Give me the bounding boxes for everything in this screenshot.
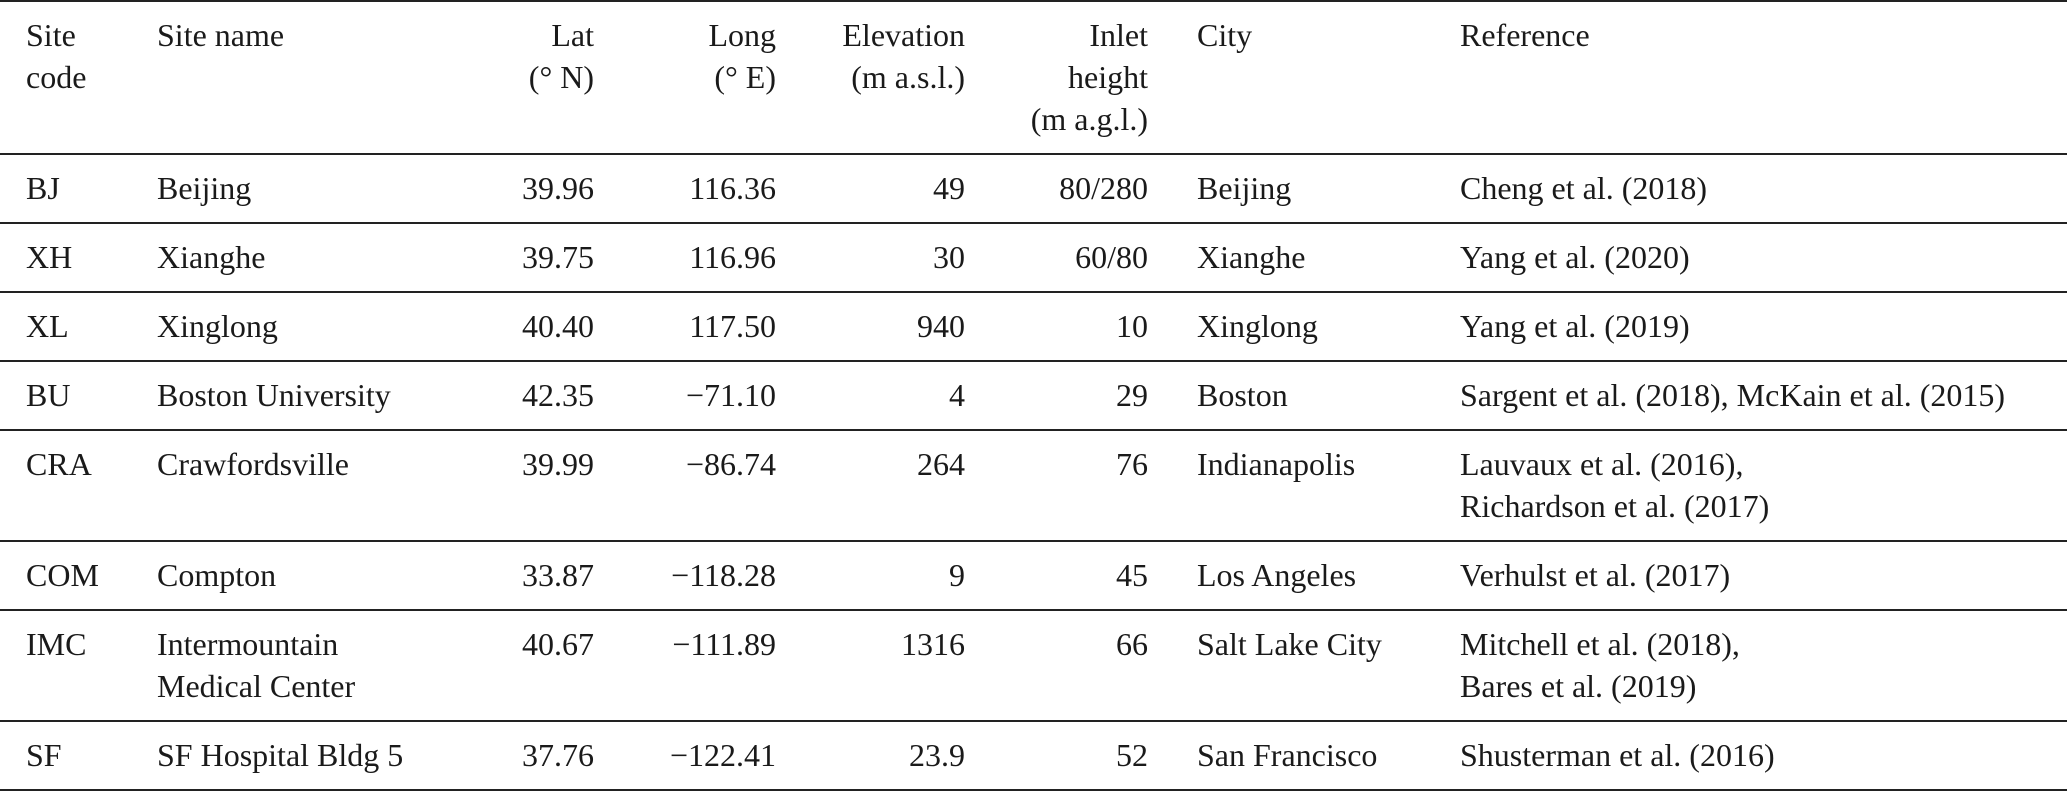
header-lat-line-2: (° N): [528, 59, 594, 95]
cell-city: San Francisco: [1197, 737, 1378, 773]
cell-site-code: CRA: [26, 446, 92, 482]
reference-line: Verhulst et al. (2017): [1460, 557, 1731, 593]
header-site-code-line-2: code: [26, 59, 87, 95]
header-elevation-line-1: Elevation: [842, 17, 965, 53]
cell-elevation: 9: [949, 557, 965, 593]
cell-long: −122.41: [669, 737, 776, 773]
header-lat: [420, 1, 600, 154]
header-long-line-1: Long: [708, 17, 776, 53]
site-name-line: Boston University: [157, 377, 391, 413]
header-long-line-2: (° E): [714, 59, 776, 95]
cell-inlet-height: 52: [1116, 737, 1148, 773]
header-site-name-line-1: Site name: [157, 17, 285, 53]
cell-reference: [1460, 610, 2067, 721]
table-row: [0, 430, 2067, 541]
cell-reference: [1460, 292, 2067, 361]
header-reference: [1460, 1, 2067, 154]
table-row: [0, 610, 2067, 721]
cell-long: −86.74: [685, 446, 776, 482]
reference-line: Lauvaux et al. (2016),: [1460, 446, 1744, 482]
cell-city: Los Angeles: [1197, 557, 1357, 593]
header-row: [0, 1, 2067, 154]
cell-site-name: [157, 154, 420, 223]
site-name-line: Xinglong: [157, 308, 278, 344]
cell-site-code: SF: [26, 737, 62, 773]
cell-city: Beijing: [1197, 170, 1292, 206]
cell-reference: [1460, 541, 2067, 610]
cell-elevation: 30: [933, 239, 965, 275]
cell-site-name: [157, 223, 420, 292]
cell-city: Xianghe: [1197, 239, 1306, 275]
header-inlet-height: [971, 1, 1156, 154]
table-row: [0, 154, 2067, 223]
cell-reference: [1460, 430, 2067, 541]
cell-reference: [1460, 721, 2067, 790]
cell-long: 116.36: [689, 170, 776, 206]
cell-site-name: [157, 292, 420, 361]
table-row: [0, 721, 2067, 790]
reference-line: Shusterman et al. (2016): [1460, 737, 1775, 773]
table-row: [0, 361, 2067, 430]
cell-inlet-height: 10: [1116, 308, 1148, 344]
cell-reference: [1460, 154, 2067, 223]
cell-city: Indianapolis: [1197, 446, 1356, 482]
cell-inlet-height: 76: [1116, 446, 1148, 482]
cell-reference: [1460, 361, 2067, 430]
cell-site-name: [157, 361, 420, 430]
header-city: [1156, 1, 1460, 154]
cell-site-name: [157, 610, 420, 721]
site-name-line: SF Hospital Bldg 5: [157, 737, 404, 773]
site-name-line: Medical Center: [157, 668, 356, 704]
cell-long: 117.50: [689, 308, 776, 344]
site-name-line: Intermountain: [157, 626, 339, 662]
cell-lat: 39.96: [522, 170, 594, 206]
cell-elevation: 23.9: [909, 737, 965, 773]
header-elevation: [783, 1, 971, 154]
table-body: [0, 154, 2067, 790]
header-inlet-line-2: height: [1068, 59, 1148, 95]
cell-reference: [1460, 223, 2067, 292]
cell-city: Xinglong: [1197, 308, 1318, 344]
cell-elevation: 264: [917, 446, 965, 482]
cell-elevation: 1316: [901, 626, 965, 662]
header-lat-line-1: Lat: [551, 17, 594, 53]
header-inlet-line-1: Inlet: [1089, 17, 1148, 53]
cell-long: 116.96: [689, 239, 776, 275]
cell-lat: 40.67: [522, 626, 594, 662]
cell-inlet-height: 29: [1116, 377, 1148, 413]
cell-site-name: [157, 541, 420, 610]
cell-lat: 39.75: [522, 239, 594, 275]
cell-site-code: BJ: [26, 170, 60, 206]
cell-lat: 42.35: [522, 377, 594, 413]
header-city-line-1: City: [1197, 17, 1253, 53]
cell-inlet-height: 80/280: [1059, 170, 1148, 206]
cell-elevation: 4: [949, 377, 965, 413]
reference-line: Bares et al. (2019): [1460, 668, 1697, 704]
header-elevation-line-2: (m a.s.l.): [851, 59, 965, 95]
cell-elevation: 49: [933, 170, 965, 206]
reference-line: Yang et al. (2020): [1460, 239, 1690, 275]
table-row: [0, 292, 2067, 361]
cell-site-code: XH: [26, 239, 73, 275]
cell-elevation: 940: [917, 308, 965, 344]
header-long: [600, 1, 783, 154]
site-name-line: Beijing: [157, 170, 252, 206]
header-site-code-line-1: Site: [26, 17, 76, 53]
cell-lat: 40.40: [522, 308, 594, 344]
cell-lat: 39.99: [522, 446, 594, 482]
site-name-line: Xianghe: [157, 239, 266, 275]
cell-site-name: [157, 721, 420, 790]
cell-long: −111.89: [672, 626, 776, 662]
reference-line: Richardson et al. (2017): [1460, 488, 1770, 524]
cell-lat: 37.76: [522, 737, 594, 773]
cell-site-code: COM: [26, 557, 99, 593]
header-reference-line-1: Reference: [1460, 17, 1590, 53]
header-site-name: [157, 1, 420, 154]
reference-line: Cheng et al. (2018): [1460, 170, 1708, 206]
cell-inlet-height: 66: [1116, 626, 1148, 662]
cell-inlet-height: 60/80: [1075, 239, 1148, 275]
header-site-code: [0, 1, 157, 154]
reference-line: Sargent et al. (2018), McKain et al. (2015): [1460, 377, 2006, 413]
cell-long: −71.10: [685, 377, 776, 413]
site-name-line: Compton: [157, 557, 277, 593]
cell-lat: 33.87: [522, 557, 594, 593]
reference-line: Yang et al. (2019): [1460, 308, 1690, 344]
reference-line: Mitchell et al. (2018),: [1460, 626, 1740, 662]
cell-site-code: IMC: [26, 626, 87, 662]
cell-site-code: XL: [26, 308, 69, 344]
cell-city: Salt Lake City: [1197, 626, 1382, 662]
cell-long: −118.28: [671, 557, 776, 593]
table-row: [0, 541, 2067, 610]
table-row: [0, 223, 2067, 292]
cell-site-code: BU: [26, 377, 71, 413]
cell-site-name: [157, 430, 420, 541]
table-header: [0, 1, 2067, 154]
site-name-line: Crawfordsville: [157, 446, 349, 482]
header-inlet-line-3: (m a.g.l.): [1030, 101, 1148, 137]
cell-city: Boston: [1197, 377, 1288, 413]
cell-inlet-height: 45: [1116, 557, 1148, 593]
